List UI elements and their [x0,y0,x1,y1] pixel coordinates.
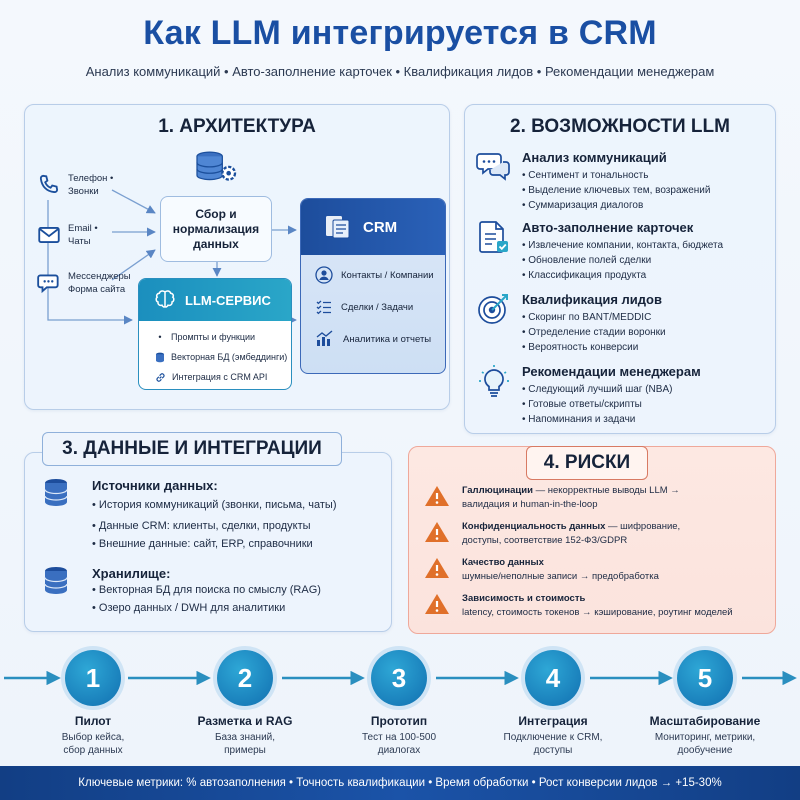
step-title: Прототип [370,714,428,728]
capability-autofill-bullet: • Обновление полей сделки [522,255,652,266]
risks-heading-tab [526,446,648,480]
capability-lead-qualification-bullet: • Отределение стадии воронки [522,327,666,338]
risks-heading: 4. РИСКИ [543,452,631,473]
database-gear-icon [192,150,240,188]
phone-icon [36,172,62,198]
data-sources-title: Источники данных: [92,478,218,493]
data-storage-item: • Озеро данных / DWH для аналитики [92,602,286,614]
capability-recommendations-bullet: • Напоминания и задачи [522,414,636,425]
llm-service-box [138,278,292,390]
timeline-step-2 [170,650,320,757]
crm-title: CRM [363,218,398,236]
capability-recommendations [476,364,772,427]
data-source-item: • История коммуникаций (звонки, письма, чаты) [92,499,337,511]
risk-item-cost [424,592,772,620]
llm-item-vector-db [139,347,291,367]
lightbulb-icon [476,364,512,398]
risk-cost-title: Зависимость и стоимость [462,593,586,604]
step-title: Масштабирование [649,714,761,728]
step-desc-line1: Мониторинг, метрики, [654,732,756,743]
llm-item-vector-db-label: Векторная БД (эмбеддинги) [171,352,288,362]
mail-icon [36,222,62,248]
step-desc-line1: Выбор кейса, [61,732,125,743]
crm-item-contacts-label: Контакты / Компании [341,269,434,281]
target-icon [476,292,512,326]
database-icon [155,352,165,363]
risk-privacy-title: Конфиденциальность данных [462,521,606,532]
step-desc-line1: База знаний, [214,732,276,743]
capability-recommendations-title: Рекомендации менеджерам [522,364,701,379]
data-storage-item: • Векторная БД для поиска по смыслу (RAG) [92,584,321,596]
step-title: Разметка и RAG [197,714,293,728]
crm-item-deals-label: Сделки / Задачи [341,301,414,313]
data-storage-title: Хранилище: [92,566,171,581]
brain-icon [153,289,177,311]
crm-item-analytics-label: Аналитика и отчеты [343,333,432,345]
source-messengers-line1: Мессенджеры [68,271,131,282]
warning-icon [424,484,450,508]
risk-hallucinations-title: Галлюцинации [462,485,533,496]
risk-hallucinations-text: — некорректные выводы LLM → [532,485,680,496]
llm-service-title: LLM-СЕРВИС [185,292,271,308]
step-desc-line2: дообучение [677,745,733,756]
crm-item-analytics [301,323,445,355]
chat-icon [36,270,62,296]
risk-item-data-quality [424,556,772,584]
llm-item-crm-api-label: Интеграция с CRM API [172,372,268,382]
source-phone-line2: Звонки [68,186,99,197]
data-source-item: • Данные CRM: клиенты, сделки, продукты [92,520,311,532]
capabilities-heading: 2. ВОЗМОЖНОСТИ LLM [510,116,730,137]
capability-autofill [476,220,772,283]
step-number: 4 [525,650,581,706]
capability-autofill-title: Авто-заполнение карточек [522,220,694,235]
storage-database-icon [42,566,70,596]
step-number: 1 [65,650,121,706]
step-desc-line1: Тест на 100-500 [361,732,437,743]
source-messengers [36,270,131,296]
capability-lead-qualification-bullet: • Скоринг по BANT/MEDDIC [522,312,652,323]
step-title: Пилот [74,714,112,728]
source-phone-line1: Телефон • [68,173,114,184]
step-title: Интеграция [518,714,588,728]
capability-lead-qualification [476,292,772,355]
step-desc-line2: примеры [224,745,266,756]
tasks-icon [315,298,333,316]
timeline-step-3 [324,650,474,757]
capability-autofill-bullet: • Извлечение компании, контакта, бюджета [522,240,724,251]
step-number: 3 [371,650,427,706]
capability-lead-qualification-bullet: • Вероятность конверсии [522,342,639,353]
crm-documents-icon [323,213,353,241]
source-phone [36,172,113,198]
risk-privacy-text: — шифрование, [605,521,681,532]
step-desc-line2: доступы [533,745,573,756]
data-heading: 3. ДАННЫЕ И ИНТЕГРАЦИИ [62,438,322,459]
risk-hallucinations-line2: валидация и human-in-the-loop [462,499,598,510]
database-icon [42,478,70,508]
capability-autofill-bullet: • Классификация продукта [522,270,647,281]
page-title: Как LLM интегрируется в CRM [143,14,657,52]
risk-item-privacy [424,520,772,548]
step-desc-line1: Подключение к CRM, [503,732,603,743]
timeline-step-1 [18,650,168,757]
llm-service-header [139,279,291,321]
contacts-icon [315,266,333,284]
document-check-icon [476,220,512,254]
crm-header [301,199,445,255]
step-desc-line2: сбор данных [63,745,123,756]
timeline-step-5 [630,650,780,757]
source-email [36,222,98,248]
chat-bubbles-icon [476,150,512,184]
data-storage-block [92,566,388,617]
risk-privacy-line2: доступы, соответствие 152-ФЗ/GDPR [462,535,628,546]
risk-item-hallucinations [424,484,772,512]
bullet-icon: • [158,332,162,342]
source-email-line1: Email • [68,223,98,234]
step-number: 2 [217,650,273,706]
data-sources-block [92,478,388,555]
llm-item-prompts [139,327,291,347]
risk-data-quality-line2: шумные/неполные записи → предобработка [462,571,659,582]
capability-communications-bullet: • Суммаризация диалогов [522,200,644,211]
capability-recommendations-bullet: • Готовые ответы/скрипты [522,399,642,410]
data-source-item: • Внешние данные: сайт, ERP, справочники [92,538,313,550]
warning-icon [424,556,450,580]
architecture-heading: 1. АРХИТЕКТУРА [158,116,316,137]
collect-normalize-box: Сбор и нормализация данных [160,196,272,262]
capability-lead-qualification-title: Квалификация лидов [522,292,662,307]
crm-box [300,198,446,374]
risk-data-quality-title: Качество данных [462,557,544,568]
analytics-icon [315,330,335,348]
capability-communications-title: Анализ коммуникаций [522,150,667,165]
capability-communications-bullet: • Сентимент и тональность [522,170,649,181]
warning-icon [424,520,450,544]
timeline-step-4 [478,650,628,757]
crm-item-contacts [301,259,445,291]
step-desc-line2: диалогах [377,745,421,756]
page-subtitle: Анализ коммуникаций • Авто-заполнение карточек • Квалификация лидов • Рекомендации менеджерам [85,64,715,79]
source-email-line2: Чаты [68,236,91,247]
llm-item-crm-api [139,367,291,387]
data-heading-tab [42,432,342,466]
llm-item-prompts-label: Промпты и функции [171,332,256,342]
step-number: 5 [677,650,733,706]
capability-communications [476,150,772,213]
warning-icon [424,592,450,616]
capability-communications-bullet: • Выделение ключевых тем, возражений [522,185,711,196]
crm-item-deals [301,291,445,323]
risk-cost-line2: latency, стоимость токенов → кэширование, роутинг моделей [462,607,733,618]
key-metrics-footer: Ключевые метрики: % автозаполнения • Точность квалификации • Время обработки • Рост конверсии лидов → +15-30% [0,766,800,800]
capability-recommendations-bullet: • Следующий лучший шаг (NBA) [522,384,673,395]
source-messengers-line2: Форма сайта [68,284,126,295]
link-icon [155,372,166,383]
